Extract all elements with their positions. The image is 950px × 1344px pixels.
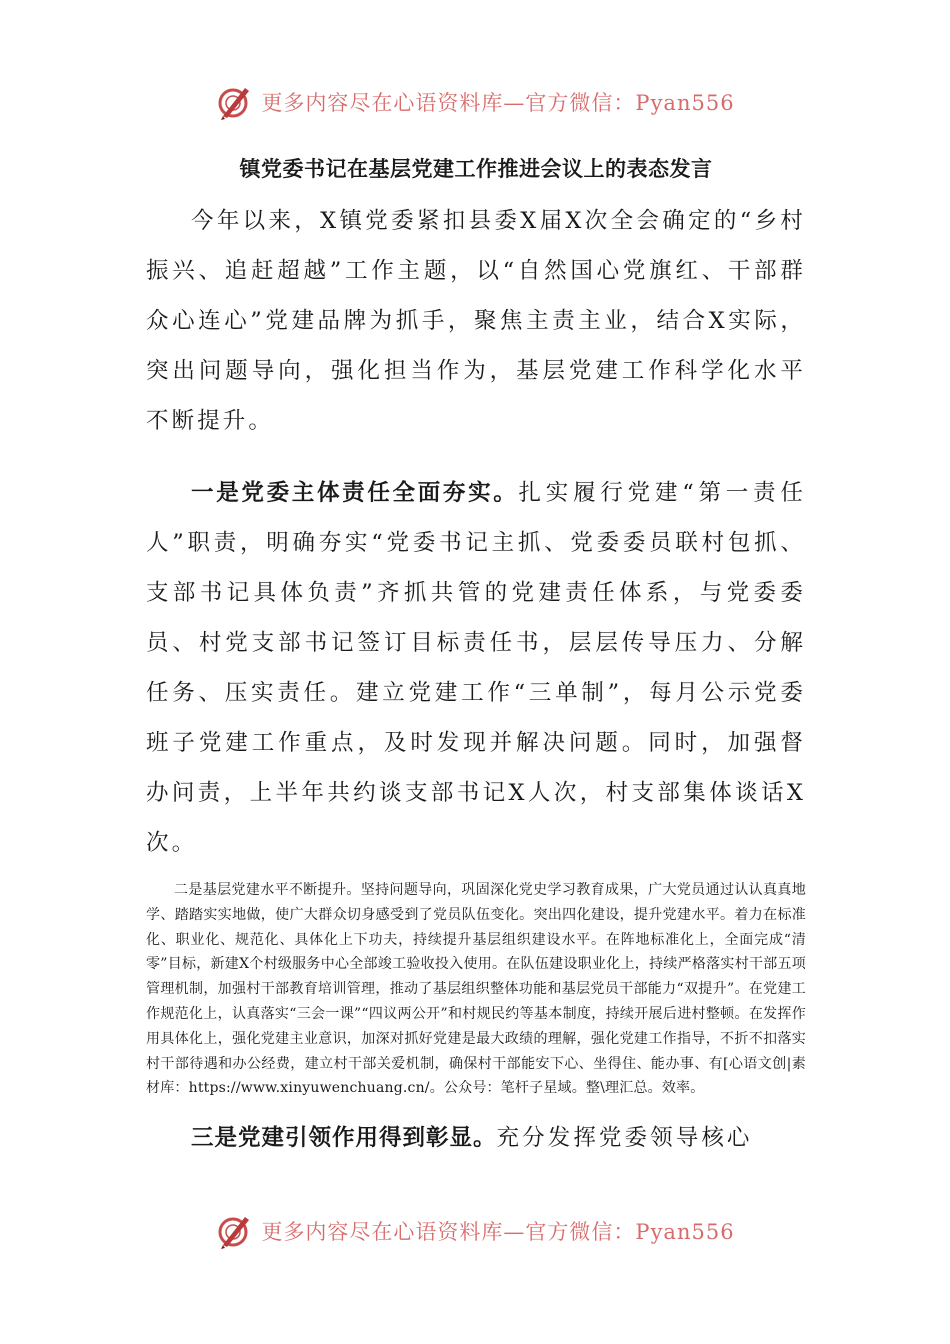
section-1-lead: 一是党委主体责任全面夯实。 bbox=[191, 480, 519, 506]
section-1-body: 扎实履行党建“第一责任人”职责，明确夯实“党委书记主抓、党委委员联村包抓、支部书记具体负责”齐抓共管的党建责任体系，与党委委员、村党支部书记签订目标责任书，层层传导压力、分解任务、压实责任。建立党建工作“三单制”，每月公示党委班子党建工作重点，及时发现并解决问题。同时，加强督办问责，上半年共约谈支部书记X人次，村支部集体谈话X次。 bbox=[146, 480, 806, 856]
section-3-body: 充分发挥党委领导核心 bbox=[496, 1125, 753, 1152]
section-2-paragraph: 二是基层党建水平不断提升。坚持问题导向，巩固深化党史学习教育成果，广大党员通过认认真真地学、踏踏实实地做，使广大群众切身感受到了党员队伍变化。突出四化建设，提升党建水平。着力在标准化、职业化、规范化、具体化上下功夫，持续提升基层组织建设水平。在阵地标准化上，全面完成“清零”目标，新建X个村级服务中心全部竣工验收投入使用。在队伍建设职业化上，持续严格落实村干部五项管理机制，加强村干部教育培训管理，推动了基层组织整体功能和基层党员干部能力“双提升”。在党建工作规范化上，认真落实“三会一课”“四议两公开”和村规民约等基本制度，持续开展后进村整顿。在发挥作用具体化上，强化党建主业意识，加深对抓好党建是最大政绩的理解，强化党建工作指导，不折不扣落实村干部待遇和办公经费，建立村干部关爱机制，确保村干部能安下心、坐得住、能办事、有[心语文创|素材库：https://www.xinyuwenchuang.cn/。公众号：笔杆子星域。整\理汇总。效率。 bbox=[146, 882, 806, 1097]
document-body bbox=[146, 150, 806, 1163]
intro-paragraph: 今年以来，X镇党委紧扣县委X届X次全会确定的“乡村振兴、追赶超越”工作主题，以“自然国心党旗红、干部群众心连心”党建品牌为抓手，聚焦主责主业，结合X实际，突出问题导向，强化担当作为，基层党建工作科学化水平不断提升。 bbox=[146, 208, 806, 434]
section-3-lead: 三是党建引领作用得到彰显。 bbox=[191, 1125, 497, 1152]
pen-logo-icon bbox=[215, 1211, 255, 1251]
banner-text: 更多内容尽在心语资料库—官方微信：Pyan556 bbox=[261, 91, 735, 115]
header-banner bbox=[0, 80, 950, 124]
banner-text: 更多内容尽在心语资料库—官方微信：Pyan556 bbox=[261, 1220, 735, 1244]
section-3-paragraph bbox=[146, 1113, 806, 1163]
pen-logo-icon bbox=[215, 82, 255, 122]
section-1-paragraph bbox=[146, 468, 806, 868]
footer-banner bbox=[0, 1209, 950, 1253]
document-title: 镇党委书记在基层党建工作推进会议上的表态发言 bbox=[239, 157, 713, 181]
